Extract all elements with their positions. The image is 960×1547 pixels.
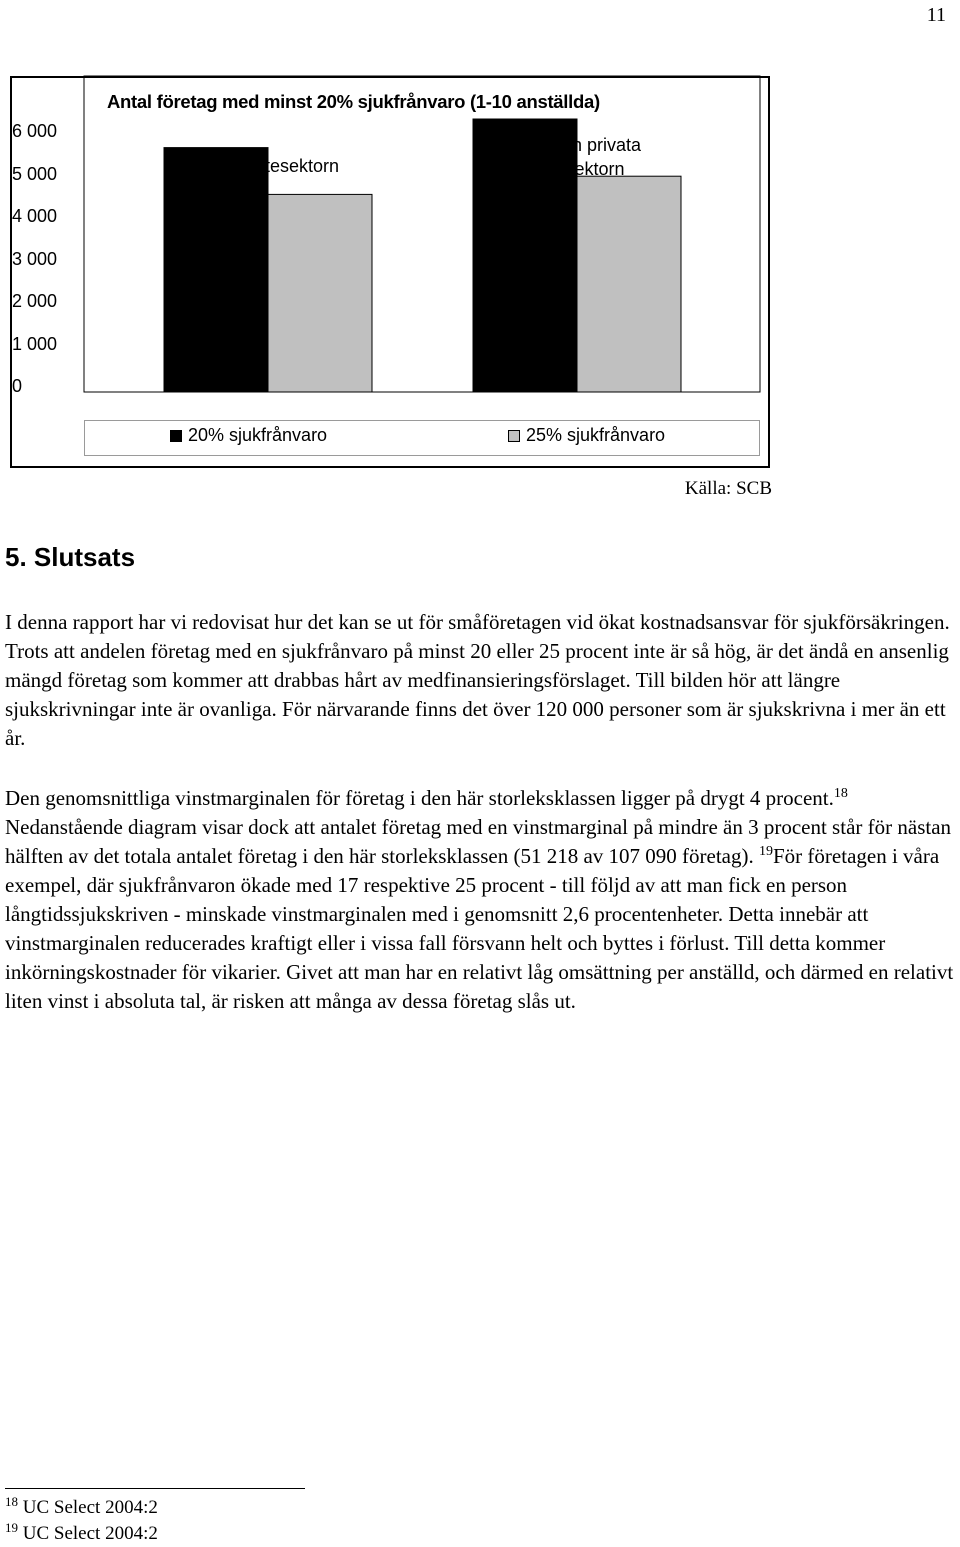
category-label-tjanstesektorn: Tjänstesektorn: [220, 156, 340, 176]
y-tick-label: 2 000: [12, 291, 58, 311]
bar-privat-25: [577, 176, 681, 392]
section-heading: 5. Slutsats: [5, 542, 136, 572]
footnote-18: [5, 1494, 158, 1519]
category-label-privata-sektorn: Den privata sektorn: [548, 135, 642, 179]
paragraph-1: I denna rapport har vi redovisat hur det kan se ut för småföretagen vid ökat kostnadsansvar för sjukförsäkringen. Trots att andelen företag med en sjukfrånvaro på minst 20 eller 25 procent inte är så hög, är det ändå en ansenlig mängd företag som kommer att drabbas hårt av medfinansieringsförslaget. Till bilden hör att längre sjukskrivningar inte är ovanliga. För närvarande finns det över 120 000 personer som är sjukskrivna i mer än ett år.: [5, 610, 950, 750]
y-tick-label: 5 000: [12, 163, 58, 184]
footnote-text: UC Select 2004:2: [22, 1523, 158, 1544]
paragraph-2-part-2: Nedanstående diagram visar dock att antalet företag med en vinstmarginal på mindre än 3 procent står för nästan hälften av det totala antalet företag i den här storleksklassen (51 218 av 107 090 företag).: [5, 815, 952, 868]
chart-title: Antal företag med minst 20% sjukfrånvaro (1-10 anställda): [107, 91, 600, 112]
legend-item-25: [508, 425, 665, 446]
footnote-19: [5, 1520, 158, 1545]
bar-tjanst-20: [164, 148, 268, 392]
footnote-num: 18: [5, 1494, 18, 1509]
legend-swatch-20: [170, 430, 182, 442]
footnote-divider: [5, 1488, 305, 1489]
y-tick-label: 4 000: [12, 206, 58, 226]
paragraph-2-part-1: Den genomsnittliga vinstmarginalen för företag i den här storleksklassen ligger på drygt 4 procent.: [5, 786, 834, 810]
legend-item-20: [170, 425, 327, 446]
y-tick-label: 0: [12, 376, 23, 396]
y-tick-label: 3 000: [12, 248, 58, 269]
legend-swatch-25: [508, 430, 520, 442]
legend-label-20: 20% sjukfrånvaro: [188, 425, 328, 445]
bar-chart: [0, 0, 960, 470]
footnote-ref-19[interactable]: 19: [759, 844, 773, 859]
y-tick-label: 6 000: [12, 121, 58, 141]
legend-label-25: 25% sjukfrånvaro: [526, 425, 666, 445]
chart-source: Källa: SCB: [684, 478, 772, 499]
bar-tjanst-25: [268, 194, 372, 392]
footnote-num: 19: [5, 1520, 18, 1535]
paragraph-2-part-3: För företagen i våra exempel, där sjukfrånvaron ökade med 17 respektive 25 procent - till följd av att man fick en person långtidssjukskriven - minskade vinstmarginalen med i genomsnitt 2,6 procentenheter. Detta innebär att vinstmarginalen reducerades kraftigt eller i vissa fall försvann helt och byttes i förlust. Till detta kommer inkörningskostnader för vikarier. Givet att man har en relativt låg omsättning per anställd, och därmed en relativt liten vinst i absoluta tal, är risken att många av dessa företag slås ut.: [5, 844, 954, 1013]
footnote-ref-18[interactable]: 18: [833, 786, 848, 801]
y-tick-label: 1 000: [12, 333, 58, 354]
footnote-text: UC Select 2004:2: [22, 1497, 158, 1518]
paragraph-2: [5, 784, 960, 1016]
page-number: 11: [926, 4, 946, 26]
